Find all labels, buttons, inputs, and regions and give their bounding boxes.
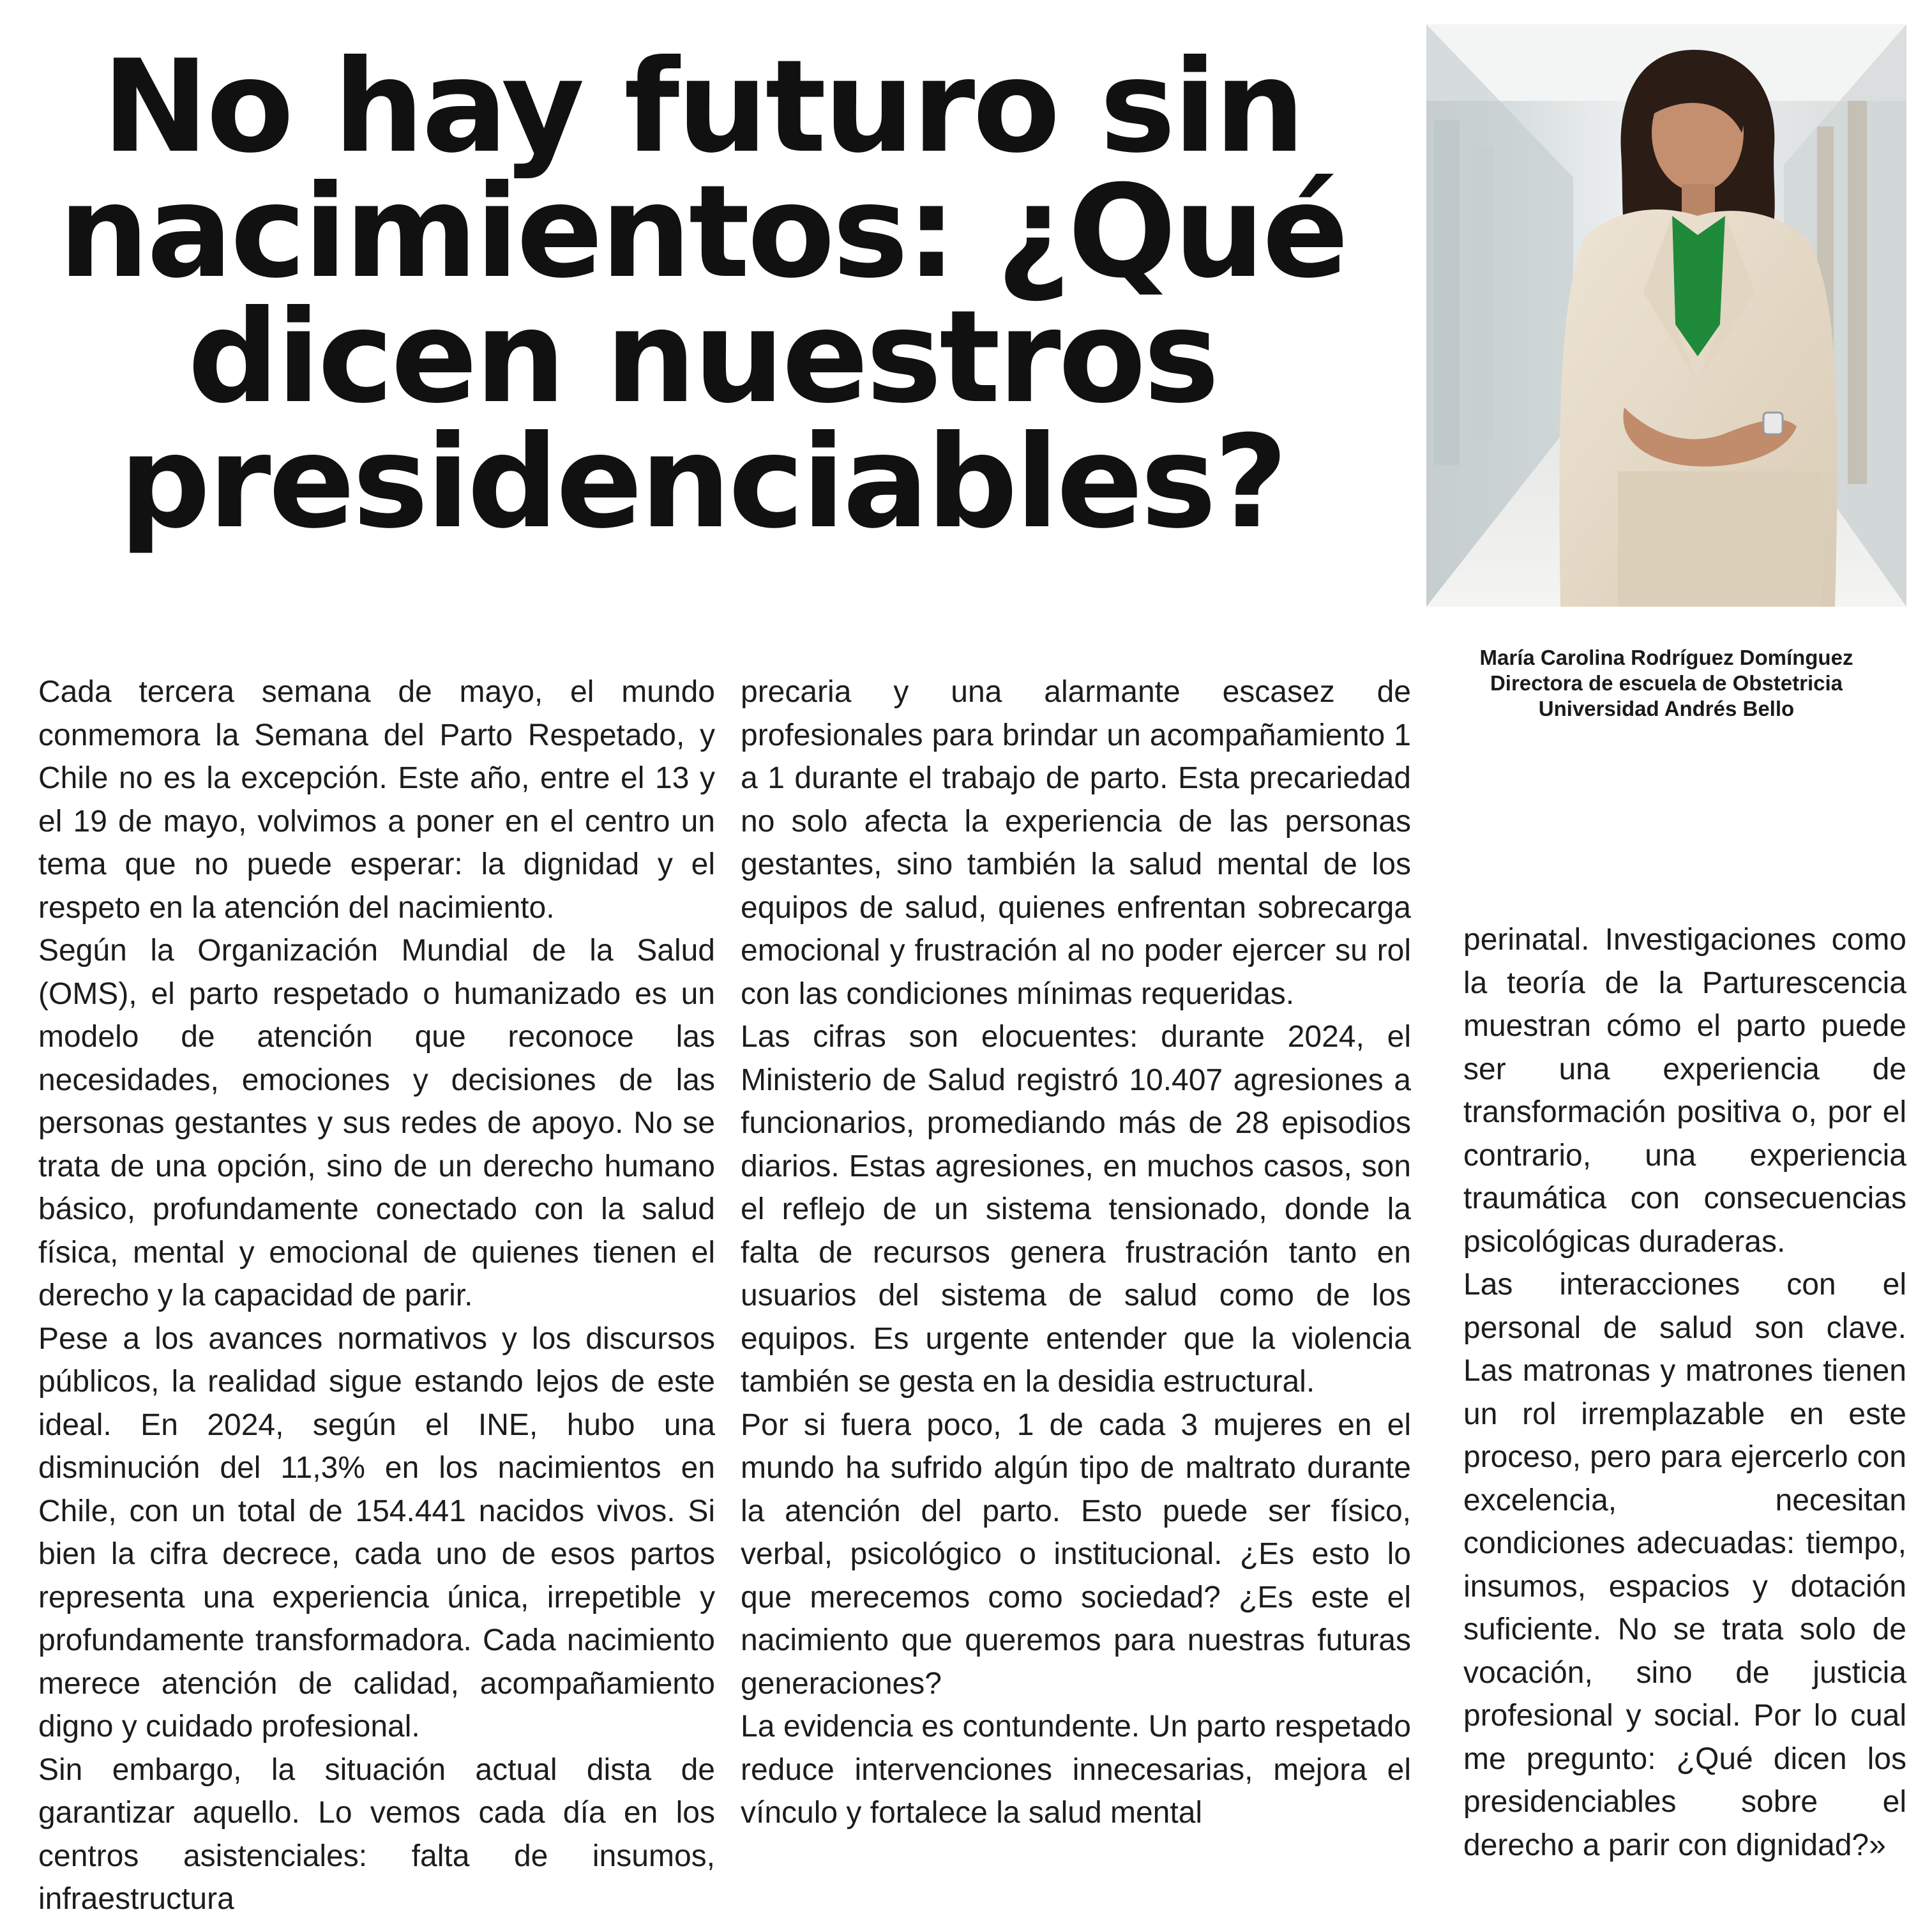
author-byline <box>1426 645 1906 722</box>
author-institution: Universidad Andrés Bello <box>1538 697 1795 720</box>
column-2-paragraph: Por si fuera poco, 1 de cada 3 mujeres en el mundo ha sufrido algún tipo de maltrato durante la atención del parto. Esto puede ser físico, verbal, psicológico o institucional. ¿Es esto lo que merecemos como sociedad? ¿Es este el nacimiento que queremos para nuestras futuras generaciones? <box>741 1408 1411 1701</box>
article-headline: No hay futuro sin nacimientos: ¿Qué dicen nuestros presidenciables? <box>58 33 1347 557</box>
column-2-paragraph: precaria y una alarmante escasez de profesionales para brindar un acompañamiento 1 a 1 durante el trabajo de parto. Esta precariedad no solo afecta la experiencia de las personas gestantes, sino también la salud mental de los equipos de salud, quienes enfrentan sobrecarga emocional y frustración al no poder ejercer su rol con las condiciones mínimas requeridas. <box>741 675 1411 1011</box>
author-portrait-image <box>1426 24 1906 607</box>
column-3-paragraph: perinatal. Investigaciones como la teoría de la Parturescencia muestran cómo el parto puede ser una experiencia de transformación positiva o, por el contrario, una experiencia traumática con consecuencias psicológicas duraderas. <box>1463 923 1906 1259</box>
author-photo <box>1426 24 1906 607</box>
article-column-1 <box>38 671 715 1921</box>
article-column-3 <box>1463 918 1906 1867</box>
column-1-paragraph: Según la Organización Mundial de la Salud (OMS), el parto respetado o humanizado es un modelo de atención que reconoce las necesidades, emociones y decisiones de las personas gestantes y sus redes de apoyo. No se trata de una opción, sino de un derecho humano básico, profundamente conectado con la salud física, mental y emocional de quienes tienen el derecho y la capacidad de parir. <box>38 934 715 1312</box>
column-2-paragraph: Las cifras son elocuentes: durante 2024, el Ministerio de Salud registró 10.407 agresiones a funcionarios, promediando más de 28 episodios diarios. Estas agresiones, en muchos casos, son el reflejo de un sistema tensionado, donde la falta de recursos genera frustración tanto en usuarios del sistema de salud como de los equipos. Es urgente entender que la violencia también se gesta en la desidia estructural. <box>741 1020 1411 1399</box>
column-3-paragraph: Las interacciones con el personal de salud son clave. Las matronas y matrones tienen un rol irremplazable en este proceso, pero para ejercerlo con excelencia, necesitan condiciones adecuadas: tiempo, insumos, espacios y dotación suficiente. No se trata solo de vocación, sino de justicia profesional y social. Por lo cual me pregunto: ¿Qué dicen los presidenciables sobre el derecho a parir con dignidad?» <box>1463 1268 1906 1862</box>
author-name: María Carolina Rodríguez Domínguez <box>1479 646 1853 669</box>
author-role: Directora de escuela de Obstetricia <box>1490 671 1843 695</box>
column-2-paragraph: La evidencia es contundente. Un parto respetado reduce intervenciones innecesarias, mejora el vínculo y fortalece la salud mental <box>741 1710 1411 1830</box>
article-column-2 <box>741 671 1411 1835</box>
column-1-paragraph: Sin embargo, la situación actual dista de garantizar aquello. Lo vemos cada día en los centros asistenciales: falta de insumos, infraestructura <box>38 1752 715 1916</box>
column-1-paragraph: Pese a los avances normativos y los discursos públicos, la realidad sigue estando lejos de este ideal. En 2024, según el INE, hubo una disminución del 11,3% en los nacimientos en Chile, con un total de 154.441 nacidos vivos. Si bien la cifra decrece, cada uno de esos partos representa una experiencia única, irrepetible y profundamente transformadora. Cada nacimiento merece atención de calidad, acompañamiento digno y cuidado profesional. <box>38 1321 715 1743</box>
column-1-paragraph: Cada tercera semana de mayo, el mundo conmemora la Semana del Parto Respetado, y Chile no es la excepción. Este año, entre el 13 y el 19 de mayo, volvimos a poner en el centro un tema que no puede esperar: la dignidad y el respeto en la atención del nacimiento. <box>38 675 715 925</box>
